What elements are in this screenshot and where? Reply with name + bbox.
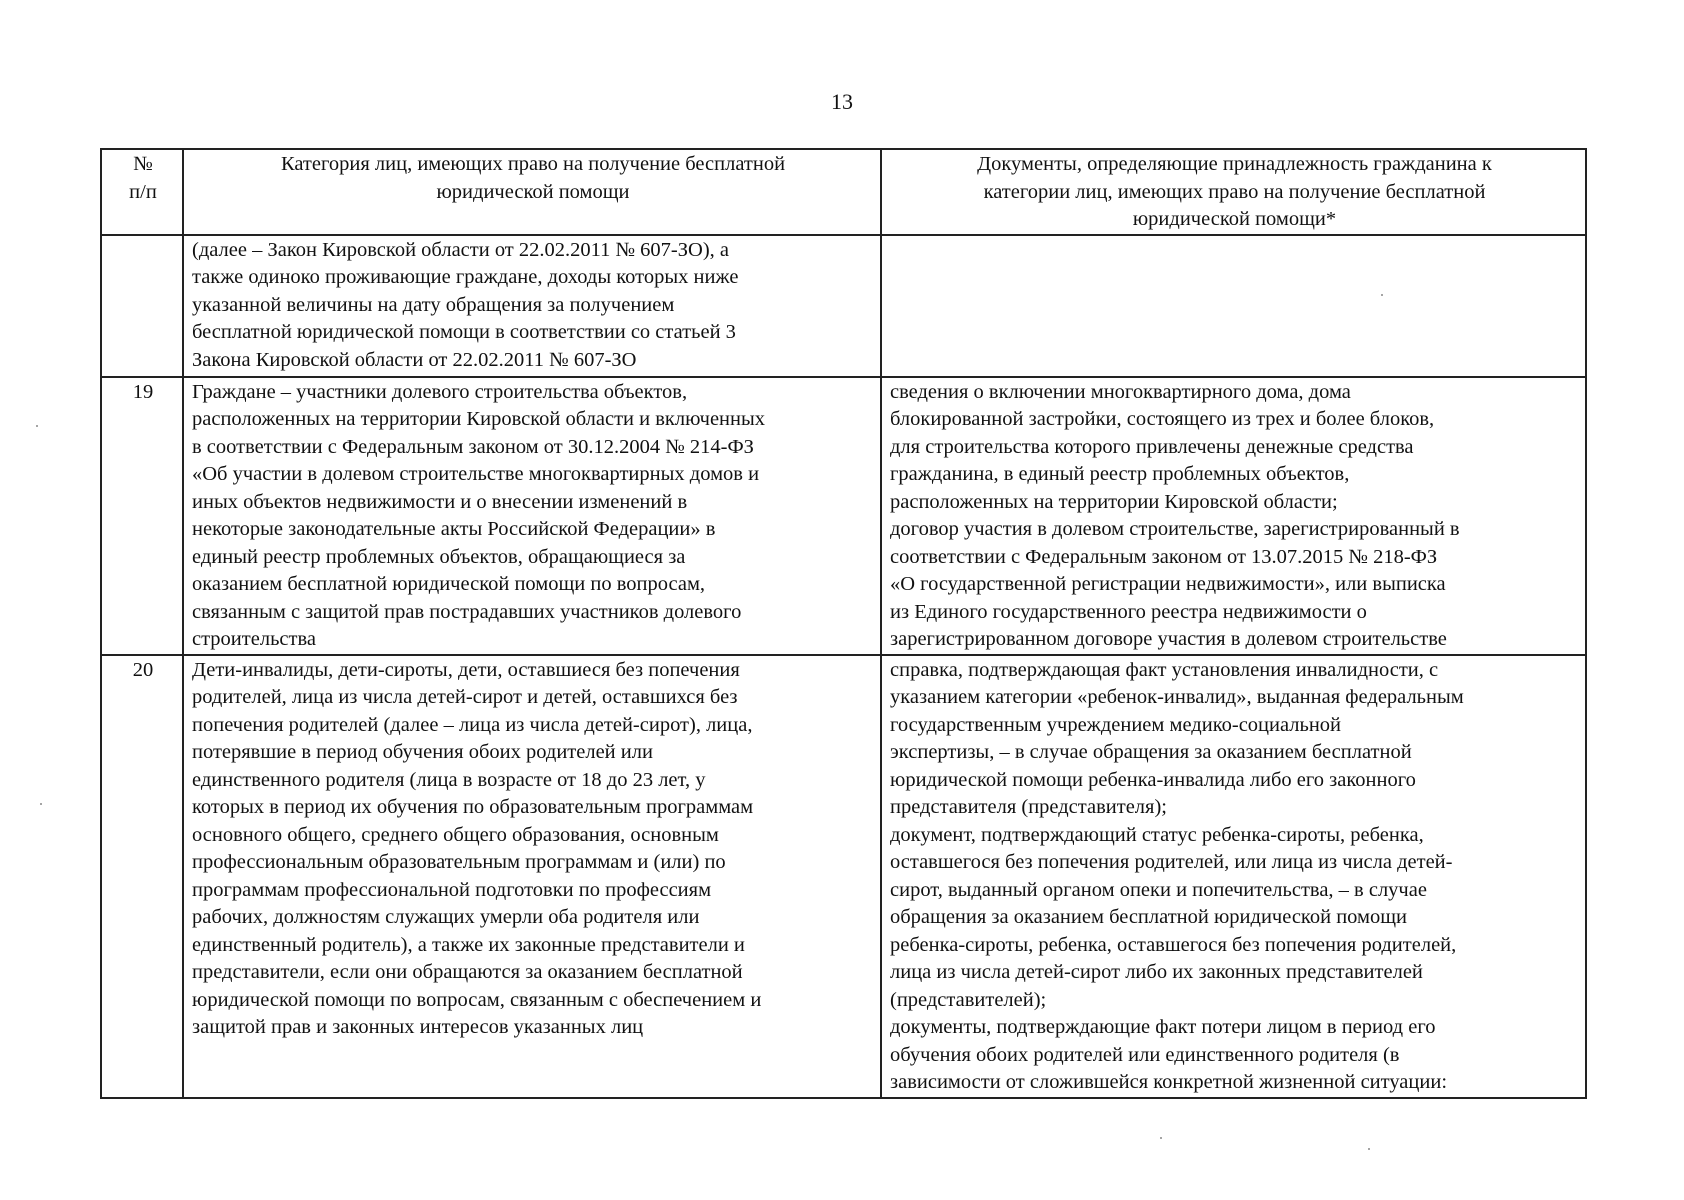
table-row — [101, 377, 1586, 655]
scan-speck — [1368, 1148, 1370, 1150]
row-category: Граждане – участники долевого строительства объектов, расположенных на территории Кировской области и включенных в соответствии с Федеральным законом от 30.12.2004 № 214-ФЗ «Об участии в долевом строительстве многоквартирных домов и иных объектов недвижимости и о внесении изменений в некоторые законодательные акты Российской Федерации» в единый реестр проблемных объектов, обращающиеся за оказанием бесплатной юридической помощи по вопросам, связанным с защитой прав пострадавших участников долевого строительства — [183, 377, 881, 655]
row-documents: сведения о включении многоквартирного дома, дома блокированной застройки, состоящего из трех и более блоков, для строительства которого привлечены денежные средства гражданина, в единый реестр проблемных объектов, расположенных на территории Кировской области; договор участия в долевом строительстве, зарегистрированный в соответствии с Федеральным законом от 13.07.2015 № 218-ФЗ «О государственной регистрации недвижимости», или выписка из Единого государственного реестра недвижимости о зарегистрированном договоре участия в долевом строительстве — [881, 377, 1586, 655]
scan-speck — [36, 425, 38, 427]
header-category: Категория лиц, имеющих право на получение бесплатной юридической помощи — [183, 149, 881, 235]
eligibility-table — [100, 148, 1587, 1099]
row-number: 20 — [101, 655, 183, 1098]
row-category: Дети-инвалиды, дети-сироты, дети, оставшиеся без попечения родителей, лица из числа детей-сирот и детей, оставшихся без попечения родителей (далее – лица из числа детей-сирот), лица, потерявшие в период обучения обоих родителей или единственного родителя (лица в возрасте от 18 до 23 лет, у которых в период их обучения по образовательным программам основного общего, среднего общего образования, основным профессиональным образовательным программам и (или) по программам профессиональной подготовки по профессиям рабочих, должностям служащих умерли оба родителя или единственный родитель), а также их законные представители и представители, если они обращаются за оказанием бесплатной юридической помощи по вопросам, связанным с обеспечением и защитой прав и законных интересов указанных лиц — [183, 655, 881, 1098]
table-row — [101, 655, 1586, 1098]
header-documents: Документы, определяющие принадлежность гражданина к категории лиц, имеющих право на получение бесплатной юридической помощи* — [881, 149, 1586, 235]
scan-speck — [40, 803, 42, 805]
header-number: № п/п — [101, 149, 183, 235]
page-number: 13 — [831, 89, 853, 114]
row-number: 19 — [101, 377, 183, 655]
scan-speck — [1160, 1137, 1162, 1139]
row-documents — [881, 235, 1586, 377]
table-row — [101, 235, 1586, 377]
row-category: (далее – Закон Кировской области от 22.02.2011 № 607-ЗО), а также одиноко проживающие граждане, доходы которых ниже указанной величины на дату обращения за получением бесплатной юридической помощи в соответствии со статьей 3 Закона Кировской области от 22.02.2011 № 607-ЗО — [183, 235, 881, 377]
table-header-row — [101, 149, 1586, 235]
scan-speck — [1381, 294, 1383, 296]
row-number — [101, 235, 183, 377]
row-documents: справка, подтверждающая факт установления инвалидности, с указанием категории «ребенок-инвалид», выданная федеральным государственным учреждением медико-социальной экспертизы, – в случае обращения за оказанием бесплатной юридической помощи ребенка-инвалида либо его законного представителя (представителя); документ, подтверждающий статус ребенка-сироты, ребенка, оставшегося без попечения родителей, или лица из числа детей- сирот, выданный органом опеки и попечительства, – в случае обращения за оказанием бесплатной юридической помощи ребенка-сироты, ребенка, оставшегося без попечения родителей, лица из числа детей-сирот либо их законных представителей (представителей); документы, подтверждающие факт потери лицом в период его обучения обоих родителей или единственного родителя (в зависимости от сложившейся конкретной жизненной ситуации: — [881, 655, 1586, 1098]
